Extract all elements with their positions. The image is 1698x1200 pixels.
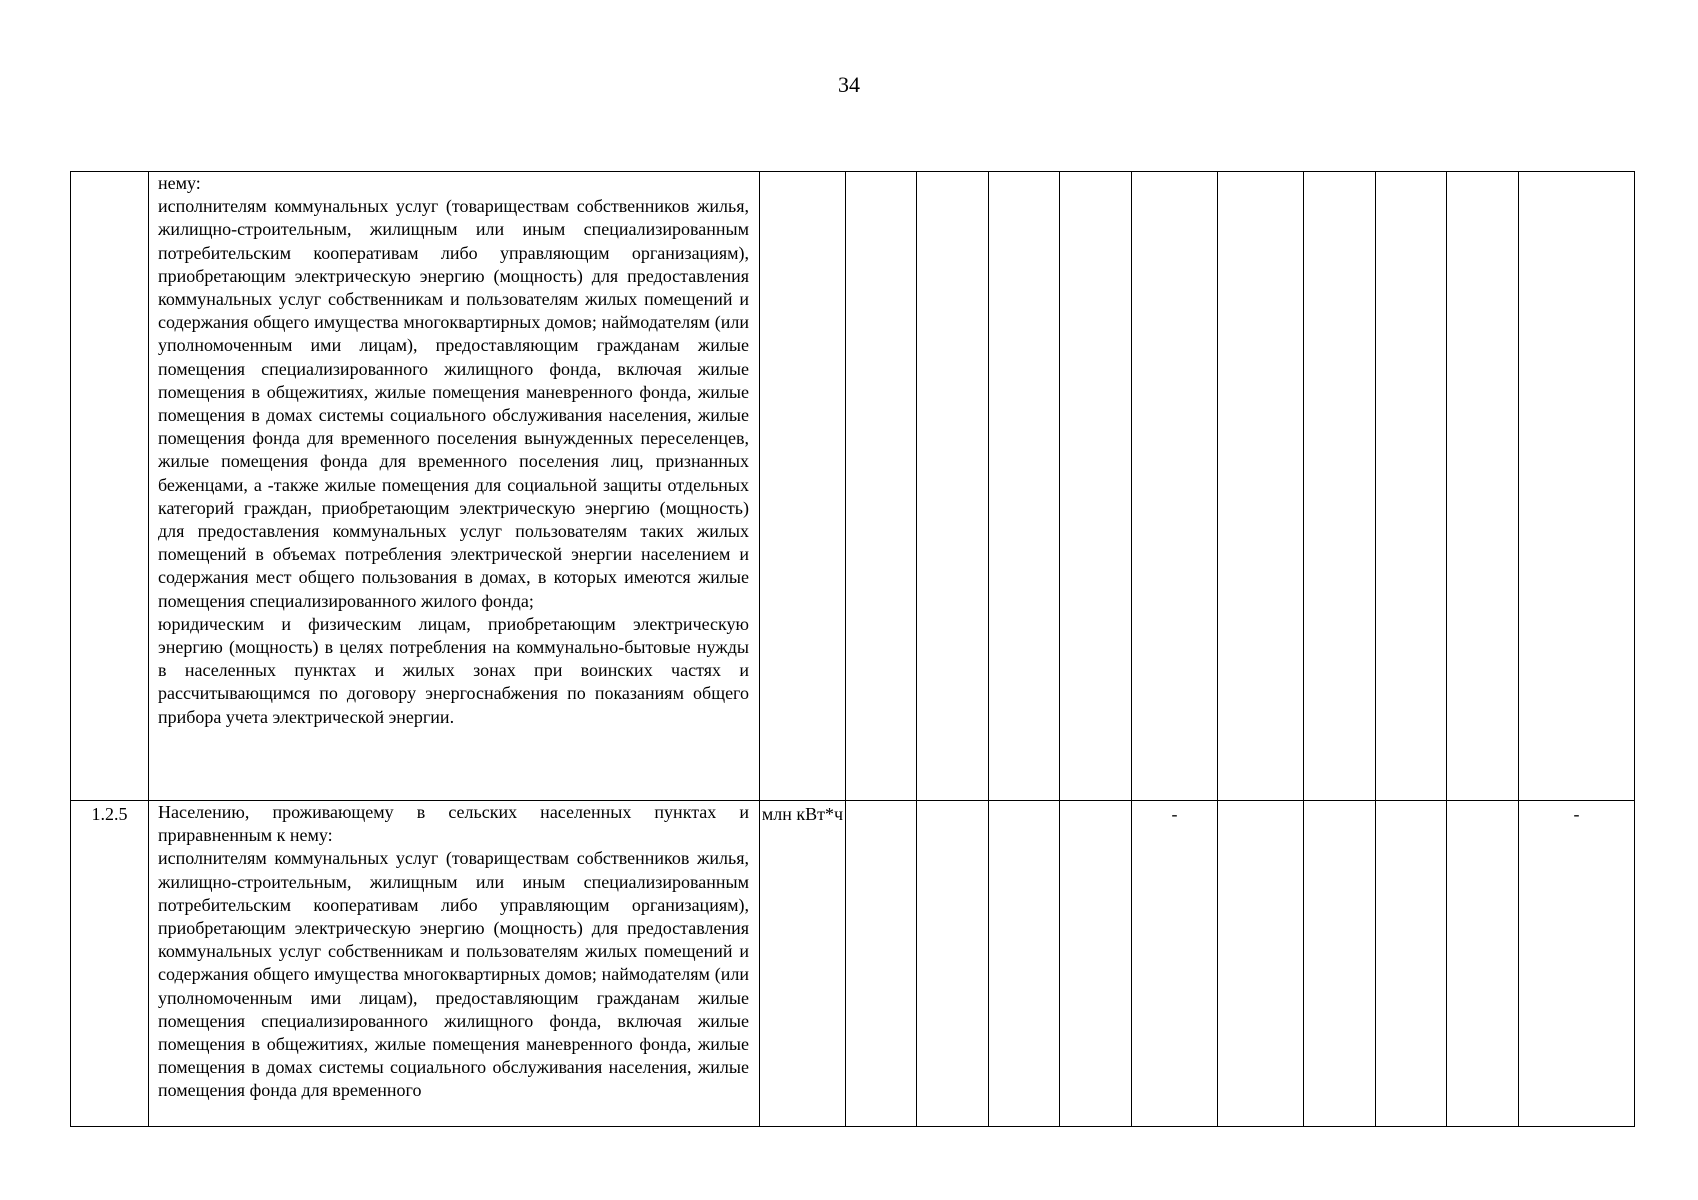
value-cell: - [1519, 801, 1635, 1127]
description-paragraph: юридическим и физическим лицам, приобретающим электрическую энергию (мощность) в целях потребления на коммунально-бытовые нужды в населенных пунктах и жилых зонах при воинских частях и рассчитывающимся по договору энергоснабжения по показаниям общего прибора учета электрической энергии. [158, 613, 749, 727]
value-cell [1519, 172, 1635, 801]
value-cell [1304, 172, 1376, 801]
value-cell: - [1132, 801, 1218, 1127]
table-row [71, 172, 1635, 801]
value-cell [917, 801, 989, 1127]
value-cell [846, 172, 917, 801]
description-paragraph: исполнителям коммунальных услуг (товариществам собственников жилья, жилищно-строительным, жилищным или иным специализированным потребительским кооперативам либо управляющим организациям), приобретающим электрическую энергию (мощность) для предоставления коммунальных услуг собственникам и пользователям жилых помещений и содержания общего имущества многоквартирных домов; наймодателям (или уполномоченным ими лицам), предоставляющим гражданам жилые помещения специализированного жилищного фонда, включая жилые помещения в общежитиях, жилые помещения маневренного фонда, жилые помещения в домах системы социального обслуживания населения, жилые помещения фонда для временного поселения вынужденных переселенцев, жилые помещения фонда для временного поселения лиц, признанных беженцами, а -также жилые помещения для социальной защиты отдельных категорий граждан, приобретающим электрическую энергию (мощность) для предоставления коммунальных услуг пользователям таких жилых помещений в объемах потребления электрической энергии населением и содержания мест общего пользования в домах, в которых имеются жилые помещения специализированного жилого фонда; [158, 196, 749, 611]
value-cell [1376, 172, 1447, 801]
value-cell [1132, 172, 1218, 801]
row-number [71, 172, 149, 801]
row-description [149, 172, 760, 801]
value-cell [917, 172, 989, 801]
value-cell [1304, 801, 1376, 1127]
value-cell [989, 172, 1060, 801]
value-cell [846, 801, 917, 1127]
description-paragraph: нему: [158, 173, 201, 193]
description-paragraph: Населению, проживающему в сельских населенных пунктах и приравненным к нему: [158, 802, 749, 846]
tariff-table [70, 171, 1635, 1127]
value-cell [1218, 172, 1304, 801]
table-row [71, 801, 1635, 1127]
unit-cell: млн кВт*ч [760, 801, 846, 1127]
value-cell [1447, 172, 1519, 801]
value-cell [989, 801, 1060, 1127]
value-cell [1060, 801, 1132, 1127]
unit-cell [760, 172, 846, 801]
value-cell [1060, 172, 1132, 801]
page-number: 34 [838, 72, 860, 97]
value-cell [1447, 801, 1519, 1127]
row-description [149, 801, 760, 1127]
value-cell [1218, 801, 1304, 1127]
description-paragraph: исполнителям коммунальных услуг (товариществам собственников жилья, жилищно-строительным, жилищным или иным специализированным потребительским кооперативам либо управляющим организациям), приобретающим электрическую энергию (мощность) для предоставления коммунальных услуг собственникам и пользователям жилых помещений и содержания общего имущества многоквартирных домов; наймодателям (или уполномоченным ими лицам), предоставляющим гражданам жилые помещения специализированного жилищного фонда, включая жилые помещения в общежитиях, жилые помещения маневренного фонда, жилые помещения в домах системы социального обслуживания населения, жилые помещения фонда для временного [158, 848, 749, 1101]
value-cell [1376, 801, 1447, 1127]
row-number: 1.2.5 [71, 801, 149, 1127]
